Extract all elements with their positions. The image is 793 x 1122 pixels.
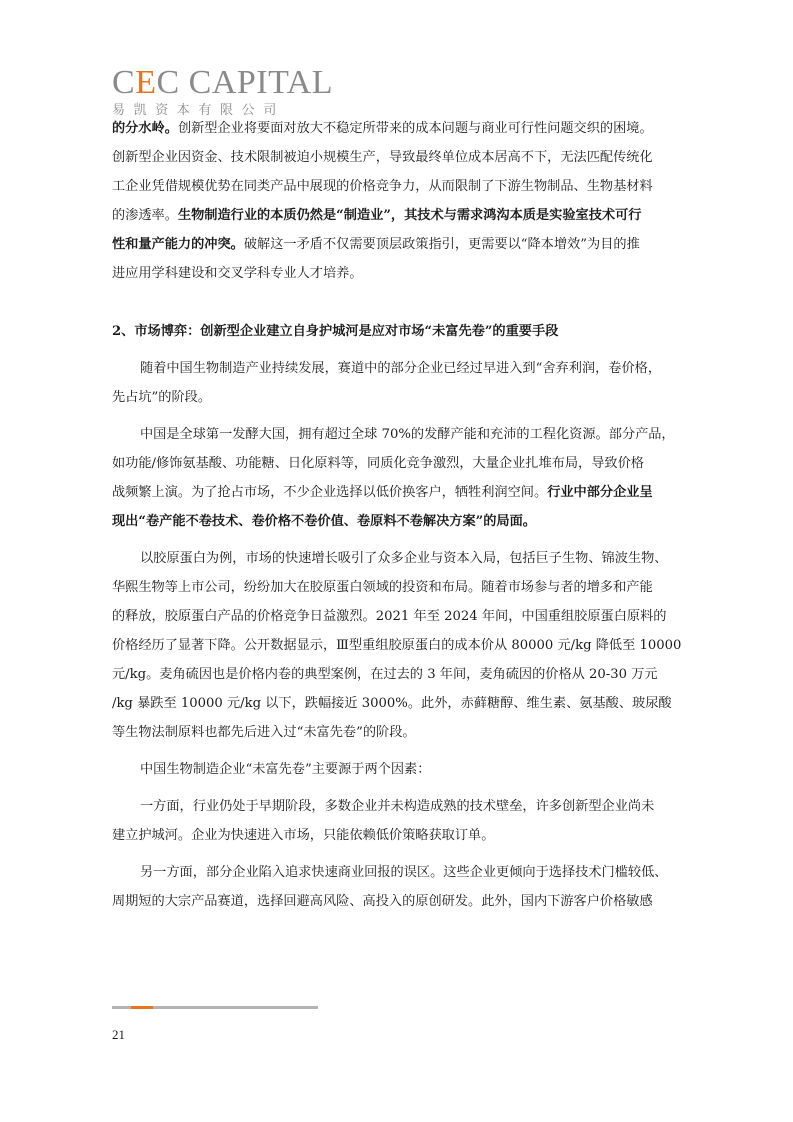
- line: 周期短的大宗产品赛道，选择回避高风险、高投入的原创研发。此外，国内下游客户价格敏感: [112, 894, 653, 909]
- bold-text: 的分水岭。: [112, 121, 178, 136]
- line: 以胶原蛋白为例，市场的快速增长吸引了众多企业与资本入局，包括巨子生物、锦波生物、: [140, 551, 668, 566]
- paragraph-1: [112, 114, 684, 288]
- line: 的释放，胶原蛋白产品的价格竞争日益激烈。2021 年至 2024 年间，中国重组胶原蛋白原料的: [112, 609, 667, 624]
- line: 另一方面，部分企业陷入追求快速商业回报的误区。这些企业更倾向于选择技术门槛较低、: [140, 865, 668, 880]
- paragraph-7: [112, 858, 684, 916]
- text: 破解这一矛盾不仅需要顶层政策指引，更需要以“降本增效”为目的推: [243, 237, 640, 252]
- line: [112, 478, 684, 507]
- logo-wordmark-rest: C CAPITAL: [156, 64, 333, 101]
- line: 价格经历了显著下降。公开数据显示，Ⅲ型重组胶原蛋白的成本价从 80000 元/kg 降低至 10000: [112, 638, 682, 653]
- logo-subtitle: 易凯资本有限公司: [112, 103, 285, 118]
- footer-rule-accent: [131, 1006, 153, 1009]
- footer-rule: [112, 1006, 318, 1009]
- line: [112, 114, 684, 143]
- paragraph-3: [112, 420, 684, 536]
- line: 随着中国生物制造产业持续发展，赛道中的部分企业已经过早进入到“舍弃利润，卷价格，: [140, 361, 662, 376]
- line: 中国生物制造企业“未富先卷”主要源于两个因素：: [140, 762, 431, 777]
- document-body: [112, 114, 684, 916]
- paragraph-6: [112, 792, 684, 850]
- paragraph-4: [112, 544, 684, 747]
- line: 华熙生物等上市公司，纷纷加大在胶原蛋白领域的投资和布局。随着市场参与者的增多和产能: [112, 580, 653, 595]
- text: 战频繁上演。为了抢占市场，不少企业选择以低价换客户，牺牲利润空间。: [112, 485, 548, 500]
- line: 工企业凭借规模优势在同类产品中展现的价格竞争力，从而限制了下游生物制品、生物基材料: [112, 179, 653, 194]
- text: 创新型企业将要面对放大不稳定所带来的成本问题与商业可行性问题交织的困境。: [177, 121, 653, 136]
- logo-letter-e-accent: E: [135, 64, 157, 101]
- line: [112, 201, 684, 230]
- paragraph-5: [112, 755, 684, 784]
- line: 先占坑”的阶段。: [112, 390, 212, 405]
- text: 的渗透率。: [112, 208, 178, 223]
- paragraph-2: [112, 354, 684, 412]
- line: 进应用学科建设和交叉学科专业人才培养。: [112, 266, 363, 281]
- line: 建立护城河。企业为快速进入市场，只能依赖低价策略获取订单。: [112, 828, 495, 843]
- bold-text: 行业中部分企业呈: [547, 485, 653, 500]
- logo-wordmark: [112, 64, 342, 102]
- line: /kg 暴跌至 10000 元/kg 以下，跌幅接近 3000%。此外，赤藓糖醇、维生素、氨基酸、玻尿酸: [112, 696, 672, 711]
- bold-text: 现出“卷产能不卷技术、卷价格不卷价值、卷原料不卷解决方案”的局面。: [112, 514, 536, 529]
- line: 等生物法制原料也都先后进入过“未富先卷”的阶段。: [112, 725, 416, 740]
- line: 如功能/修饰氨基酸、功能糖、日化原料等，同质化竞争激烈，大量企业扎堆布局，导致价格: [112, 456, 644, 471]
- bold-text: 生物制造行业的本质仍然是“制造业”，其技术与需求鸿沟本质是实验室技术可行: [177, 208, 642, 223]
- logo-letter-c: C: [112, 64, 136, 101]
- bold-text: 性和量产能力的冲突。: [112, 237, 244, 252]
- line: 创新型企业因资金、技术限制被迫小规模生产，导致最终单位成本居高不下，无法匹配传统化: [112, 150, 653, 165]
- section-heading: 2、市场博弈：创新型企业建立自身护城河是应对市场“未富先卷”的重要手段: [112, 324, 559, 339]
- line: [112, 507, 684, 536]
- page-number: 21: [112, 1027, 125, 1042]
- line: 元/kg。麦角硫因也是价格内卷的典型案例，在过去的 3 年间，麦角硫因的价格从 20-30 万元: [112, 667, 658, 682]
- line: 中国是全球第一发酵大国，拥有超过全球 70%的发酵产能和充沛的工程化资源。部分产品，: [140, 427, 675, 442]
- company-logo: [112, 64, 342, 119]
- line: [112, 230, 684, 259]
- line: 一方面，行业仍处于早期阶段，多数企业并未构造成熟的技术壁垒，许多创新型企业尚未: [140, 799, 655, 814]
